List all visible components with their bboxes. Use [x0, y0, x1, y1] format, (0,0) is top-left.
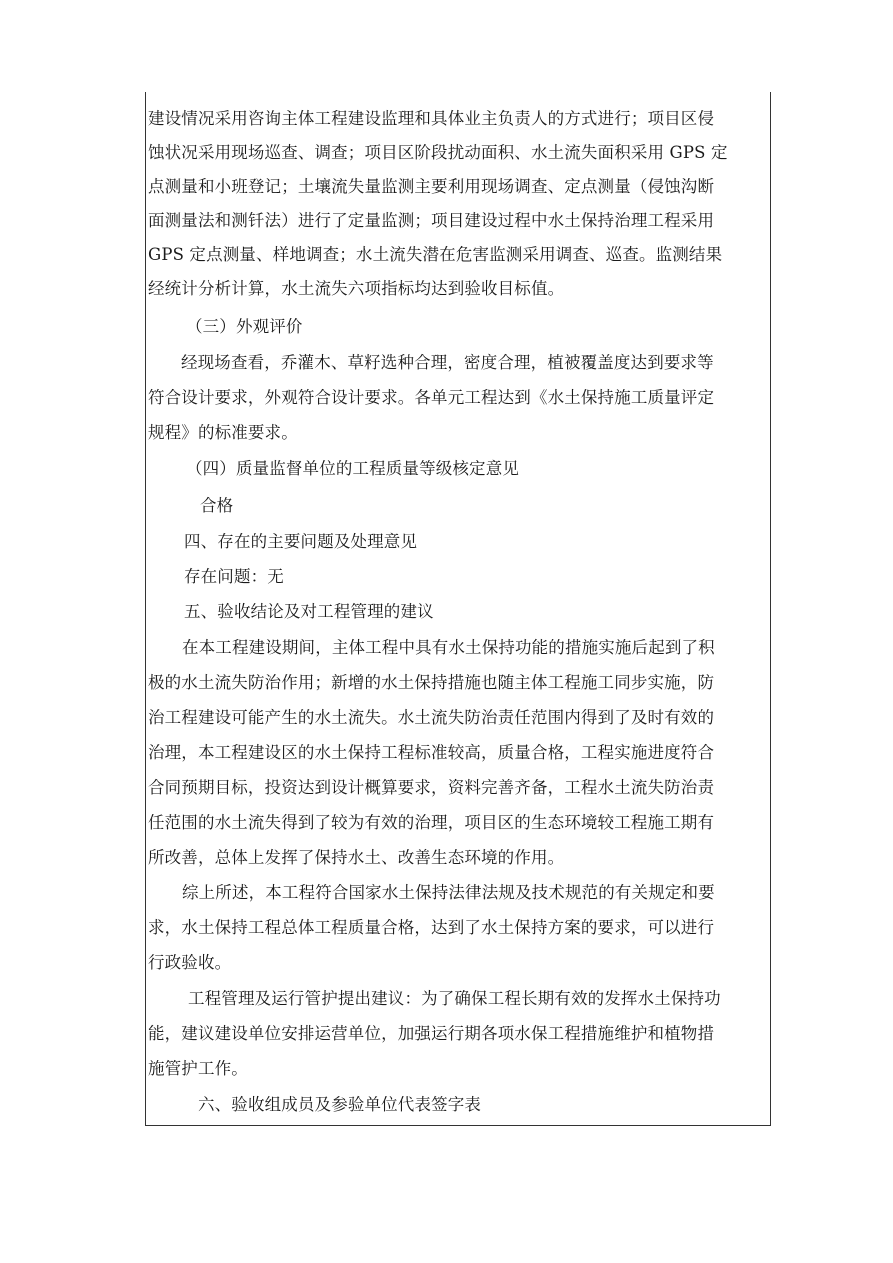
problems-text: 存在问题：无 [184, 567, 284, 586]
body-text-line: 治工程建设可能产生的水土流失。水土流失防治责任范围内得到了及时有效的 [148, 708, 715, 727]
body-text-line: 合同预期目标，投资达到设计概算要求，资料完善齐备，工程水土流失防治责 [148, 778, 715, 797]
body-text-line: 治理，本工程建设区的水土保持工程标准较高，质量合格，工程实施进度符合 [148, 743, 715, 762]
section-heading-problems: 四、存在的主要问题及处理意见 [184, 532, 418, 551]
body-text-line: 点测量和小班登记；土壤流失量监测主要利用现场调查、定点测量（侵蚀沟断 [148, 177, 715, 196]
section-heading-appearance: （三）外观评价 [186, 317, 303, 336]
section-heading-supervision: （四）质量监督单位的工程质量等级核定意见 [186, 459, 519, 478]
body-text-line: 行政验收。 [148, 953, 232, 972]
body-text-line: 经现场查看，乔灌木、草籽选种合理，密度合理，植被覆盖度达到要求等 [181, 353, 714, 372]
quality-grade-value: 合格 [200, 496, 234, 515]
body-text-line: 经统计分析计算，水土流失六项指标均达到验收目标值。 [148, 279, 565, 298]
body-text-line: 施管护工作。 [148, 1059, 248, 1078]
section-heading-conclusion: 五、验收结论及对工程管理的建议 [184, 602, 434, 621]
body-text-line: 任范围的水土流失得到了较为有效的治理，项目区的生态环境较工程施工期有 [148, 813, 715, 832]
body-text-line: 综上所述，本工程符合国家水土保持法律法规及技术规范的有关规定和要 [182, 883, 715, 902]
body-text-line: 在本工程建设期间，主体工程中具有水土保持功能的措施实施后起到了积 [182, 638, 715, 657]
body-text-line: 所改善，总体上发挥了保持水土、改善生态环境的作用。 [148, 848, 565, 867]
body-text-line: 求，水土保持工程总体工程质量合格，达到了水土保持方案的要求，可以进行 [148, 918, 715, 937]
body-text-line: 工程管理及运行管护提出建议：为了确保工程长期有效的发挥水土保持功 [188, 989, 721, 1008]
body-text-line: 建设情况采用咨询主体工程建设监理和具体业主负责人的方式进行；项目区侵 [148, 109, 715, 128]
body-text-line: 蚀状况采用现场巡查、调查；项目区阶段扰动面积、水土流失面积采用 GPS 定 [148, 143, 728, 162]
body-text-line: 极的水土流失防治作用；新增的水土保持措施也随主体工程施工同步实施，防 [148, 673, 715, 692]
body-text-line: 能，建议建设单位安排运营单位，加强运行期各项水保工程措施维护和植物措 [148, 1024, 715, 1043]
body-text-line: 符合设计要求，外观符合设计要求。各单元工程达到《水土保持施工质量评定 [148, 388, 715, 407]
body-text-line: 面测量法和测钎法）进行了定量监测；项目建设过程中水土保持治理工程采用 [148, 211, 715, 230]
body-text-line: GPS 定点测量、样地调查；水土流失潜在危害监测采用调查、巡查。监测结果 [148, 245, 723, 264]
body-text-line: 规程》的标准要求。 [148, 423, 298, 442]
section-heading-signatures: 六、验收组成员及参验单位代表签字表 [198, 1095, 482, 1114]
